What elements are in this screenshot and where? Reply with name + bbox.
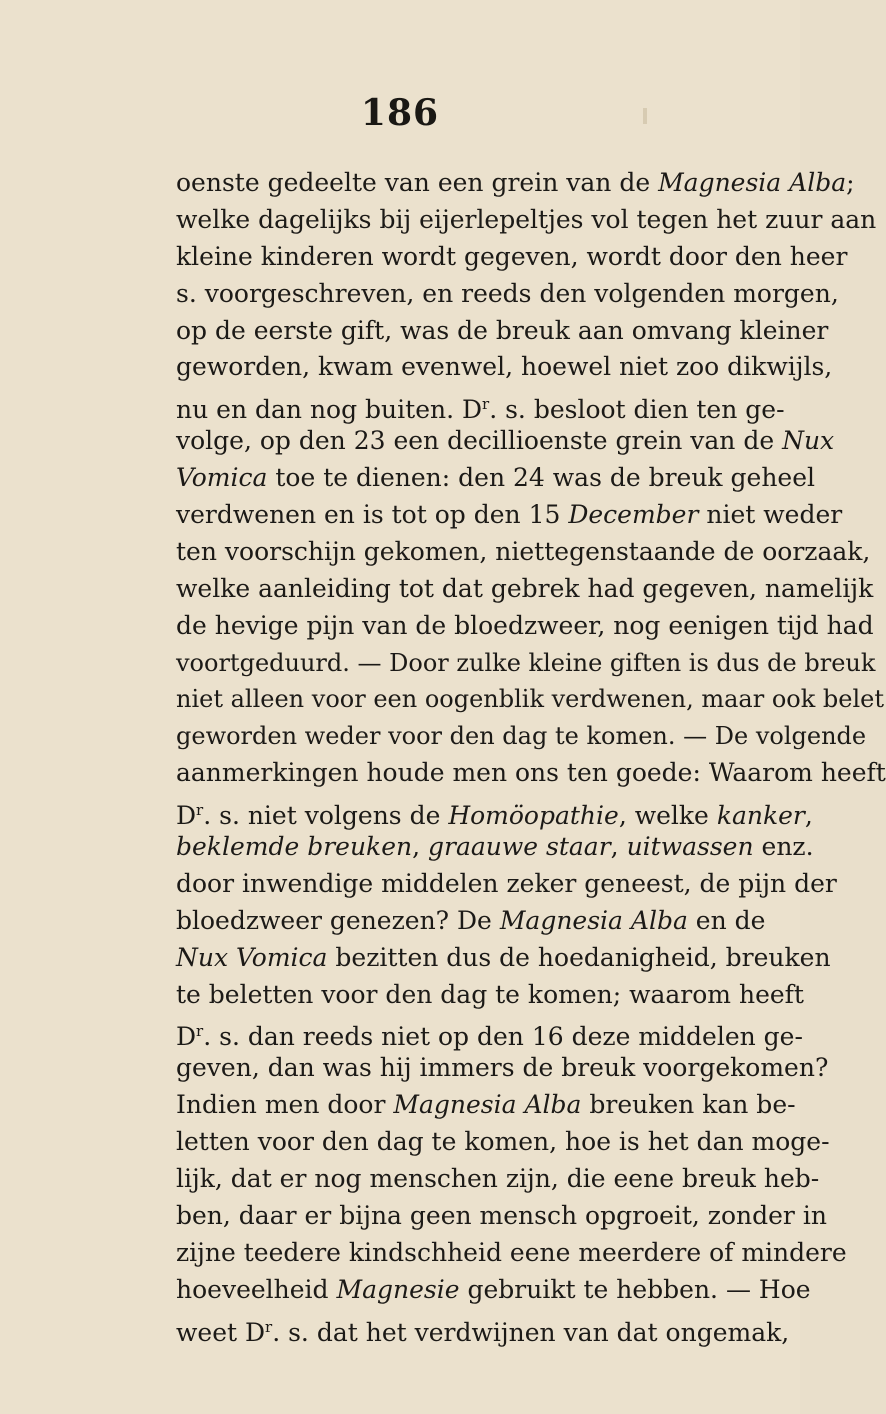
text-segment: door inwendige middelen zeker geneest, de pijn der [176,868,837,898]
italic-term: graauwe staar [428,832,611,862]
text-segment: D [176,801,197,831]
italic-term: Nux Vomica [176,942,328,972]
text-segment: Indien men door [176,1090,394,1120]
text-line [176,829,814,866]
text-line [176,1013,803,1052]
text-segment: ; [846,168,855,197]
italic-term: Magnesia Alba [393,1090,582,1120]
italic-term: Vomica [176,463,268,493]
text-line [176,423,835,460]
text-segment: volge, op den 23 een decillioenste grein van de [176,426,783,456]
text-line [176,1198,827,1235]
text-line [176,718,867,755]
text-line [176,1087,796,1124]
text-line [176,460,816,497]
text-line [176,202,877,239]
text-segment: bezitten dus de hoedanigheid, breuken [327,942,831,972]
text-segment: te beletten voor den dag te komen; waarom heeft [176,979,804,1009]
text-line [176,497,843,534]
text-segment: niet alleen voor een oogenblik verdwenen, maar ook belet [176,685,884,714]
italic-term: Nux [782,426,835,456]
text-line [176,866,837,903]
text-segment: geven, dan was hij immers de breuk voorgekomen? [176,1053,829,1083]
text-segment: ten voorschijn gekomen, niettegenstaande de oorzaak, [176,536,871,566]
text-segment: , [412,832,428,862]
text-line [176,276,839,313]
text-segment: niet weder [698,500,843,530]
text-segment: toe te dienen: den 24 was de breuk geheel [267,463,816,493]
italic-term: beklemde breuken [176,832,413,862]
text-line [176,534,871,571]
text-line [176,645,876,682]
text-segment: aanmerkingen houde men ons ten goede: Waarom heeft [176,758,886,788]
text-segment: op de eerste gift, was de breuk aan omvang kleiner [176,315,829,345]
text-segment: oenste gedeelte van een grein van de [176,168,659,197]
text-segment: . s. dan reeds niet op den 16 deze middelen ge- [203,1022,803,1052]
text-segment: voortgeduurd. — Door zulke kleine giften is dus de breuk [176,648,876,677]
text-segment: enz. [753,832,814,862]
text-segment: s. voorgeschreven, en reeds den volgenden morgen, [176,278,839,308]
text-line [176,977,804,1014]
italic-term: Magnesia Alba [658,168,847,197]
text-segment: geworden weder voor den dag te komen. — De volgende [176,722,867,751]
text-segment: , [610,832,627,862]
text-line [176,571,874,608]
text-segment: weet D [176,1317,266,1347]
text-segment: , [804,801,813,831]
text-segment: welke aanleiding tot dat gebrek had gegeven, namelijk [176,573,874,603]
italic-term: Magnesie [336,1274,460,1304]
text-line [176,1050,829,1087]
paper-speck [643,108,647,124]
text-line [176,608,874,645]
text-line [176,1309,790,1347]
text-segment: verdwenen en is tot op den 15 [176,500,569,530]
text-line [176,386,785,425]
text-line [176,239,848,276]
text-segment: D [176,1022,197,1052]
page-number: 186 [360,92,440,134]
text-segment: en de [687,905,766,935]
body-text [176,165,886,1347]
text-segment: letten voor den dag te komen, hoe is het dan moge- [176,1127,830,1157]
text-segment: . s. niet volgens de [203,801,449,831]
italic-term: Magnesia Alba [499,905,688,935]
text-segment: kleine kinderen wordt gegeven, wordt door den heer [176,241,848,271]
text-line [176,1272,811,1309]
text-segment: zijne teedere kindschheid eene meerdere of mindere [176,1237,847,1267]
text-segment: hoeveelheid [176,1274,337,1304]
text-segment: . s. besloot dien ten ge- [489,395,785,425]
text-line [176,681,884,718]
text-line [176,792,813,831]
text-segment: bloedzweer genezen? De [176,905,500,935]
text-line [176,940,831,977]
text-segment: de hevige pijn van de bloedzweer, nog eenigen tijd had [176,610,874,640]
italic-term: uitwassen [626,832,754,862]
text-line [176,755,886,792]
text-segment: welke dagelijks bij eijerlepeltjes vol tegen het zuur aan [176,204,877,234]
text-line [176,1235,847,1272]
text-segment: nu en dan nog buiten. D [176,395,483,425]
italic-term: December [568,500,699,530]
text-segment: gebruikt te hebben. — Hoe [459,1274,811,1304]
text-segment: . s. dat het verdwijnen van dat ongemak, [272,1317,790,1347]
text-line [176,1161,820,1198]
text-segment: breuken kan be- [581,1090,796,1120]
italic-term: Homöopathie [448,801,619,831]
text-segment: lijk, dat er nog menschen zijn, die eene breuk heb- [176,1164,820,1194]
superscript: r [265,1317,273,1336]
text-segment: geworden, kwam evenwel, hoewel niet zoo dikwijls, [176,352,833,382]
superscript: r [196,801,204,820]
text-line [176,313,829,350]
text-line [176,1124,830,1161]
text-segment: ben, daar er bijna geen mensch opgroeit, zonder in [176,1200,827,1230]
superscript: r [196,1022,204,1041]
text-line [176,903,766,940]
text-line [176,165,855,202]
text-segment: , welke [618,801,717,831]
superscript: r [482,395,490,414]
italic-term: kanker [716,801,805,831]
text-line [176,349,833,386]
